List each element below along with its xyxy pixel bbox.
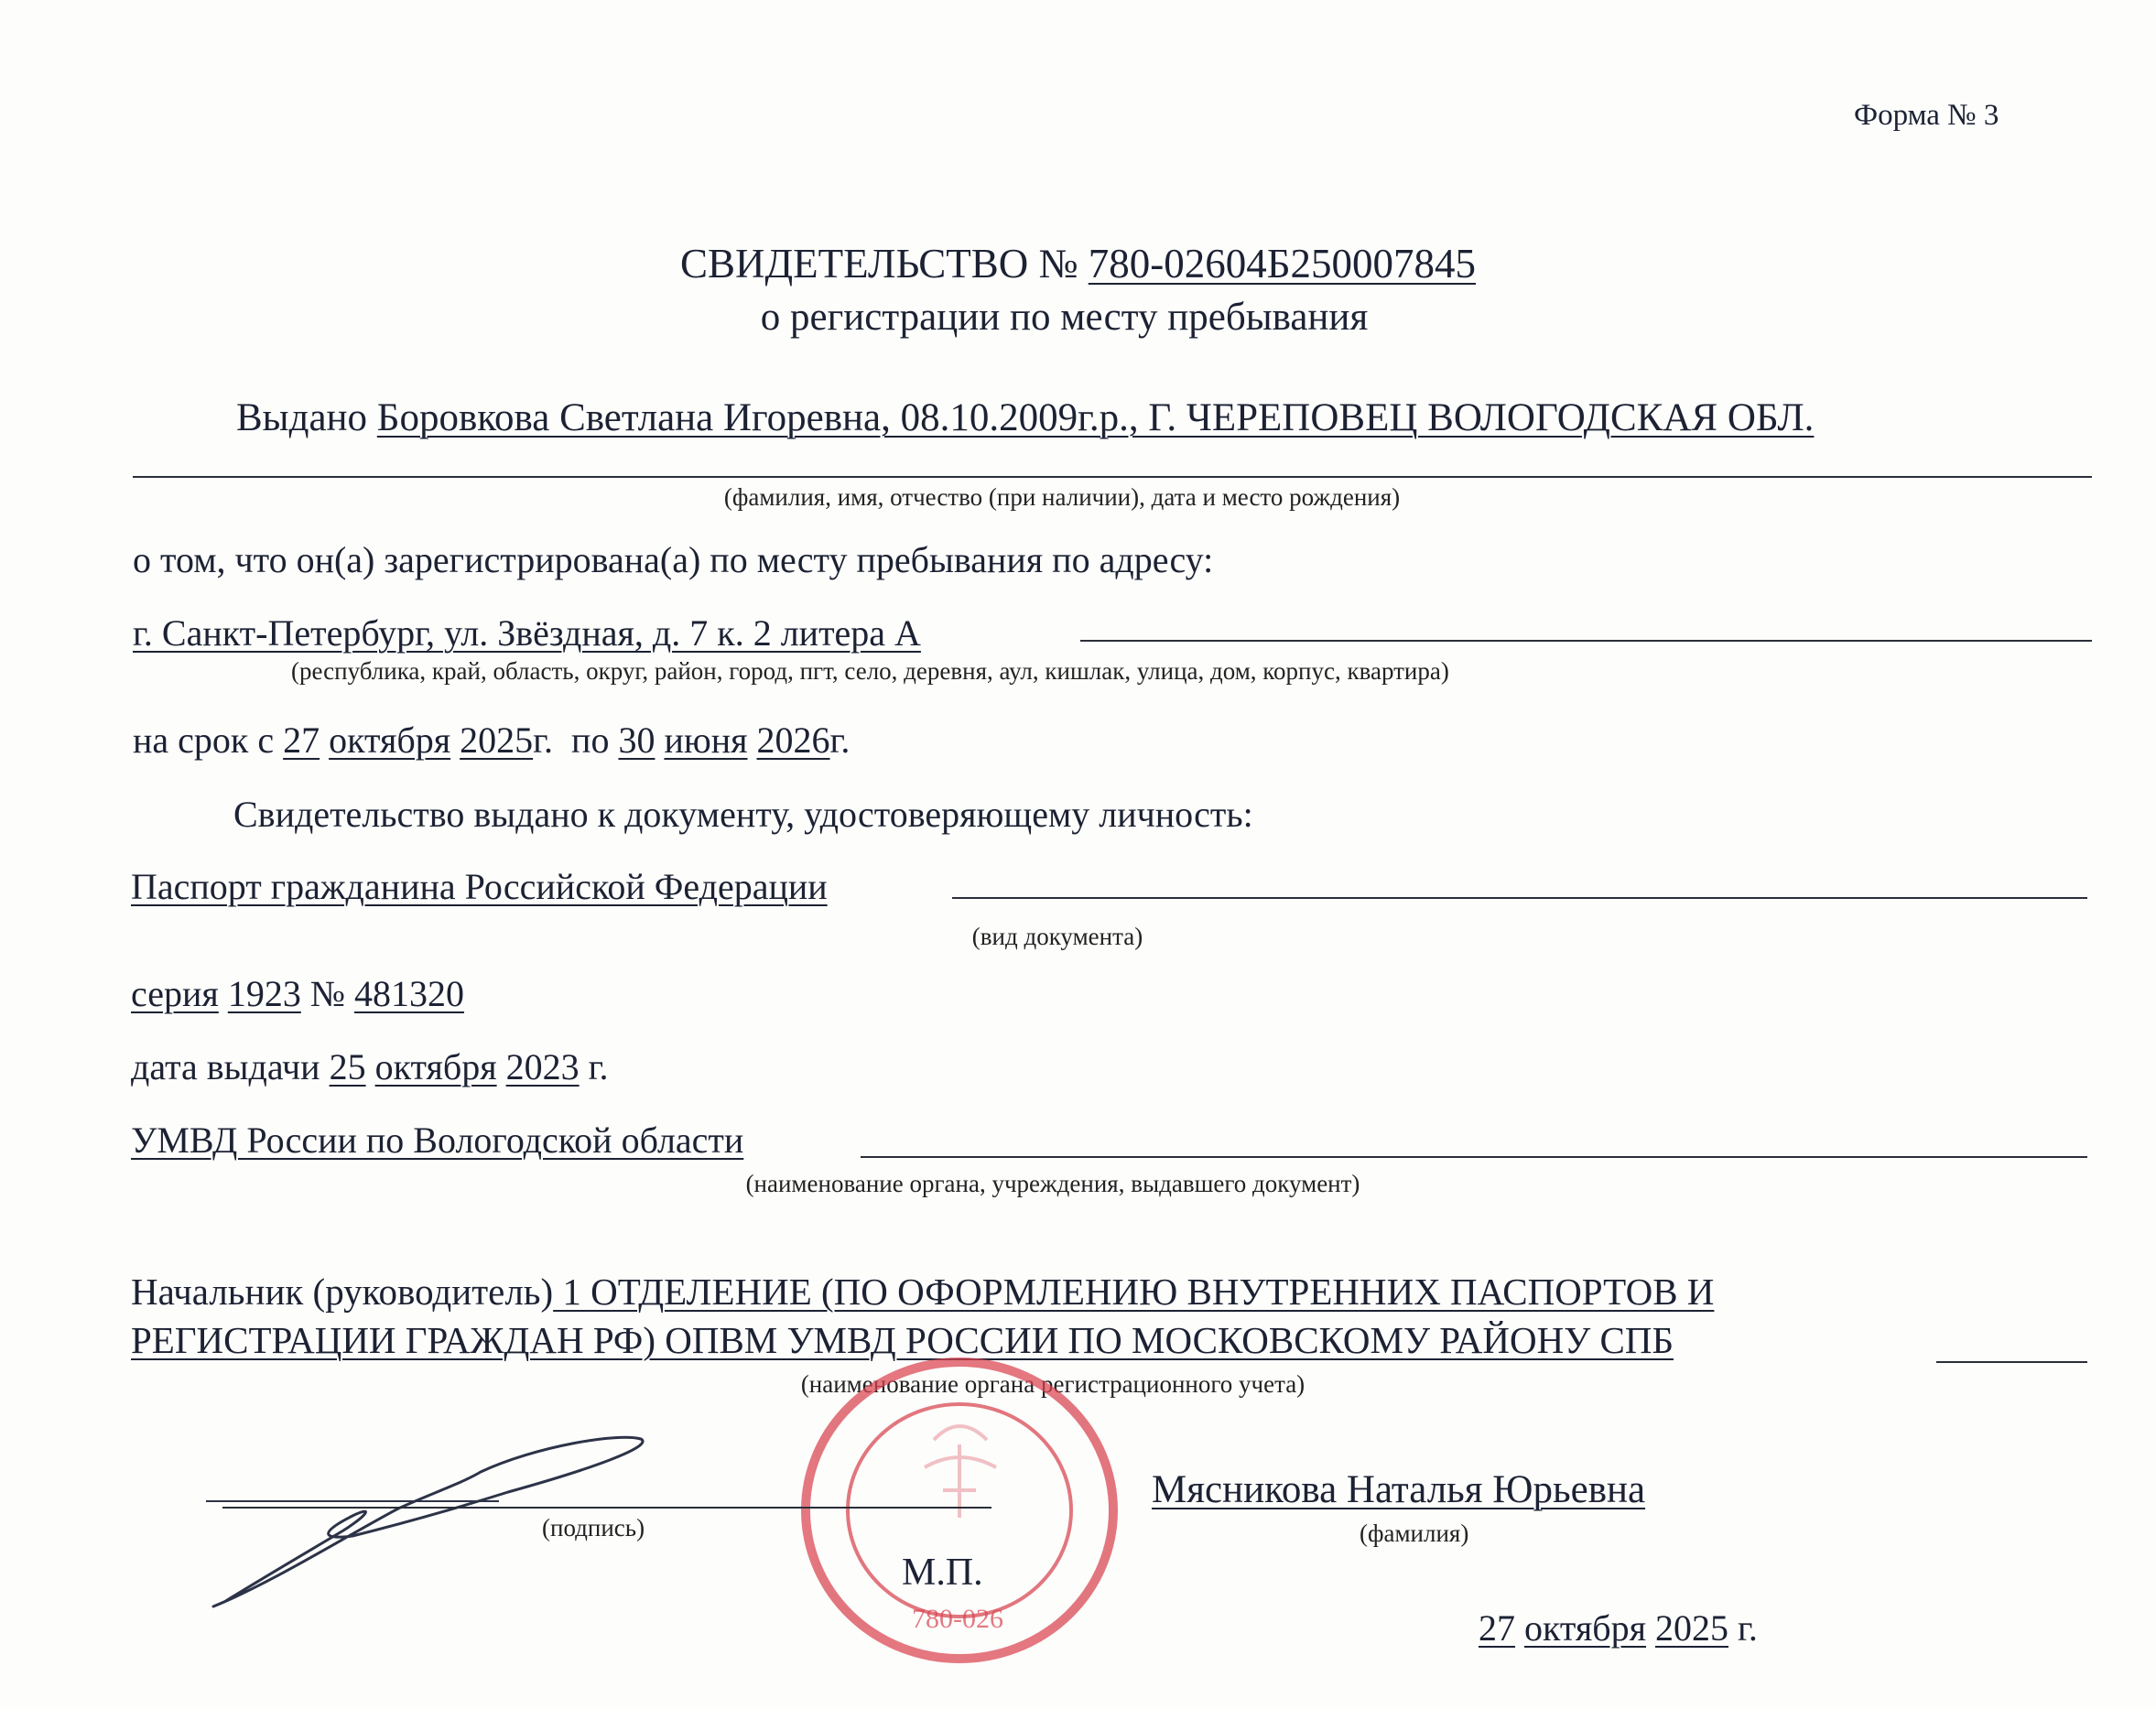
term-to-day: 30 bbox=[618, 719, 655, 761]
address-value: г. Санкт-Петербург, ул. Звёздная, д. 7 к. 2 литера А bbox=[133, 612, 921, 654]
series-label: серия bbox=[131, 973, 219, 1014]
term-from-year: 2025 bbox=[460, 719, 534, 761]
chief-row1 bbox=[131, 1270, 1714, 1314]
document-number: 481320 bbox=[353, 973, 464, 1014]
signer-name: Мясникова Наталья Юрьевна bbox=[1152, 1468, 1646, 1511]
number-sign: № bbox=[309, 973, 345, 1014]
series-value: 1923 bbox=[227, 973, 301, 1014]
stamp-mp-label: М.П. bbox=[902, 1552, 983, 1594]
date-day: 27 bbox=[1479, 1607, 1515, 1649]
chief-line1: 1 ОТДЕЛЕНИЕ (ПО ОФОРМЛЕНИЮ ВНУТРЕННИХ ПАСПОРТОВ И bbox=[553, 1271, 1715, 1313]
signer-name-hint: (фамилия) bbox=[1360, 1520, 1469, 1547]
document-type-hint: (вид документа) bbox=[971, 923, 1143, 950]
document-type: Паспорт гражданина Российской Федерации bbox=[131, 866, 828, 907]
issue-date-row bbox=[131, 1045, 609, 1088]
document-type-line bbox=[952, 897, 2087, 899]
series-row bbox=[131, 972, 464, 1015]
issue-label: дата выдачи bbox=[131, 1046, 320, 1087]
date-g: г. bbox=[1738, 1607, 1758, 1649]
registered-text: о том, что он(а) зарегистрирована(а) по месту пребывания по адресу: bbox=[133, 539, 1214, 580]
form-number: Форма № 3 bbox=[1854, 99, 1999, 132]
signature-line bbox=[222, 1507, 991, 1509]
issuer-hint: (наименование органа, учреждения, выдавшего документ) bbox=[745, 1170, 1360, 1197]
issue-year: 2023 bbox=[505, 1046, 580, 1087]
term-g1: г. bbox=[533, 719, 554, 761]
document-intro: Свидетельство выдано к документу, удостоверяющему личность: bbox=[233, 794, 1253, 835]
signature-date bbox=[1479, 1606, 1758, 1650]
stamp-seal bbox=[796, 1353, 1126, 1664]
issued-to-line bbox=[133, 476, 2092, 478]
issued-to-row bbox=[236, 395, 1814, 440]
address-line bbox=[1080, 640, 2092, 642]
chief-line bbox=[1936, 1361, 2087, 1363]
chief-label: Начальник (руководитель) bbox=[131, 1271, 554, 1313]
issue-day: 25 bbox=[329, 1046, 366, 1087]
term-from-month: октября bbox=[329, 719, 451, 761]
stamp-code: 780-026 bbox=[912, 1604, 1003, 1634]
issuer-line bbox=[861, 1156, 2087, 1158]
chief-hint: (наименование органа регистрационного учета) bbox=[800, 1370, 1306, 1398]
address-hint: (республика, край, область, округ, район, город, пгт, село, деревня, аул, кишлак, улица, дом, корпус, квартира) bbox=[291, 657, 1449, 685]
signature-hint: (подпись) bbox=[542, 1514, 645, 1541]
issue-month: октября bbox=[374, 1046, 497, 1087]
term-to-month: июня bbox=[664, 719, 748, 761]
certificate-number: 780-02604Б250007845 bbox=[1088, 241, 1477, 287]
term-g2: г. bbox=[829, 719, 850, 761]
issued-to-value: Боровкова Светлана Игоревна, 08.10.2009г.р., Г. ЧЕРЕПОВЕЦ ВОЛОГОДСКАЯ ОБЛ. bbox=[376, 396, 1815, 439]
date-month: октября bbox=[1524, 1607, 1647, 1649]
term-from-day: 27 bbox=[283, 719, 320, 761]
title-prefix: СВИДЕТЕЛЬСТВО № bbox=[679, 241, 1078, 287]
date-year: 2025 bbox=[1655, 1607, 1729, 1649]
term-to-year: 2026 bbox=[756, 719, 830, 761]
certificate-title bbox=[0, 240, 2156, 287]
term-prefix: на срок с bbox=[133, 719, 275, 761]
issue-g: г. bbox=[588, 1046, 609, 1087]
certificate-subtitle: о регистрации по месту пребывания bbox=[760, 296, 1369, 339]
issued-to-hint: (фамилия, имя, отчество (при наличии), дата и место рождения) bbox=[723, 483, 1401, 511]
term-row bbox=[133, 719, 850, 762]
issued-to-label: Выдано bbox=[236, 396, 368, 439]
chief-row2: РЕГИСТРАЦИИ ГРАЖДАН РФ) ОПВМ УМВД РОССИИ ПО МОСКОВСКОМУ РАЙОНУ СПБ bbox=[131, 1319, 1674, 1361]
term-to: по bbox=[571, 719, 610, 761]
issuer-value: УМВД России по Вологодской области bbox=[131, 1120, 744, 1161]
